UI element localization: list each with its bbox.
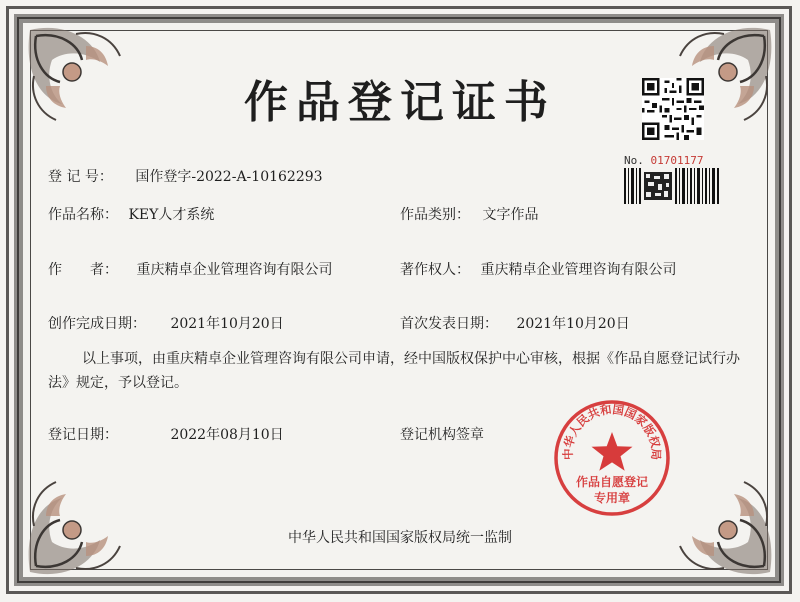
work-type-row: [400, 204, 538, 224]
serial-value: 01701177: [650, 154, 704, 167]
completion-date-value: 2021年10月20日: [170, 316, 284, 332]
registration-number-label: 登 记 号：: [48, 169, 113, 185]
publication-date-row: [400, 313, 630, 333]
serial-number: [624, 154, 703, 167]
work-name-label: 作品名称：: [48, 207, 118, 223]
publication-date-label: 首次发表日期：: [400, 316, 498, 332]
completion-date-row: [48, 313, 284, 333]
work-type-value: 文字作品: [482, 207, 539, 223]
official-seal-icon: [552, 398, 672, 518]
qr-code-icon: [642, 78, 704, 140]
serial-prefix: No.: [624, 154, 644, 167]
author-value: 重庆精卓企业管理咨询有限公司: [136, 262, 333, 278]
certificate-statement: 以上事项，由重庆精卓企业管理咨询有限公司申请，经中国版权保护中心审核，根据《作品自愿登记试行办法》规定，予以登记。: [48, 351, 740, 391]
publication-date-value: 2021年10月20日: [516, 316, 630, 332]
supervision-footer: 中华人民共和国国家版权局统一监制: [288, 530, 512, 546]
completion-date-label: 创作完成日期：: [48, 316, 146, 332]
copyright-owner-label: 著作权人：: [400, 262, 470, 278]
seal-label: 登记机构签章: [400, 427, 484, 443]
work-name-row: [48, 204, 214, 224]
certificate-title: 作品登记证书: [244, 77, 556, 128]
registration-date-row: [48, 424, 284, 444]
copyright-owner-row: [400, 259, 676, 279]
work-name-value: KEY人才系统: [128, 207, 215, 223]
seal-line2: 专用章: [593, 491, 631, 505]
barcode-icon: [624, 168, 720, 204]
author-label: 作 者：: [48, 262, 118, 278]
registration-date-label: 登记日期：: [48, 427, 118, 443]
registration-number-value: 国作登字-2022-A-10162293: [135, 169, 323, 185]
work-type-label: 作品类别：: [400, 207, 470, 223]
registration-date-value: 2022年08月10日: [170, 427, 284, 443]
registration-number-row: [48, 166, 323, 186]
seal-arc-text: 中华人民共和国国家版权局: [560, 402, 664, 461]
author-row: [48, 259, 332, 279]
seal-line1: 作品自愿登记: [575, 475, 649, 489]
copyright-owner-value: 重庆精卓企业管理咨询有限公司: [480, 262, 677, 278]
